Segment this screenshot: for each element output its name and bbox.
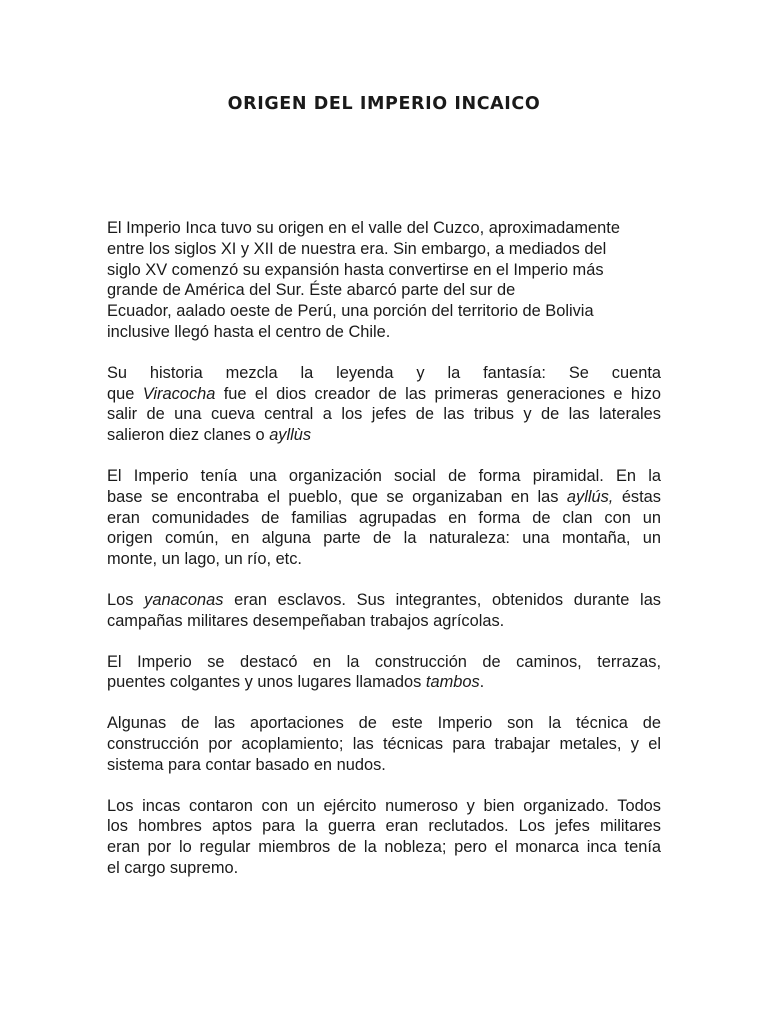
text-line: inclusive llegó hasta el centro de Chile. — [107, 322, 391, 341]
text-fragment: . — [479, 673, 485, 692]
text-fragment: base se encontraba el pueblo, que se organizaban en las — [107, 487, 567, 506]
text-fragment: fue el dios creador de las primeras generaciones e hizo — [215, 384, 661, 403]
text-line: sistema para contar basado en nudos. — [107, 755, 386, 774]
paragraph-3 — [107, 466, 661, 570]
italic-term: Viracocha — [142, 384, 216, 403]
paragraph-5 — [107, 652, 661, 694]
text-line: Su historia mezcla la leyenda y la fantasía: Se cuenta — [107, 363, 661, 382]
text-line: origen común, en alguna parte de la naturaleza: una montaña, un — [107, 529, 661, 548]
paragraph-6 — [107, 713, 661, 775]
text-line: los hombres aptos para la guerra eran reclutados. Los jefes militares — [107, 817, 661, 836]
text-line: campañas militares desempeñaban trabajos agrícolas. — [107, 611, 505, 630]
text-fragment: puentes colgantes y unos lugares llamados — [107, 673, 426, 692]
paragraph-1 — [107, 218, 661, 343]
italic-term: tambos — [425, 673, 480, 692]
text-fragment: salieron diez clanes o — [107, 426, 270, 445]
text-line: construcción por acoplamiento; las técnicas para trabajar metales, y el — [107, 734, 661, 753]
text-line — [107, 672, 661, 693]
text-line: El Imperio tenía una organización social de forma piramidal. En la — [107, 466, 661, 485]
text-line — [107, 487, 661, 508]
text-line: El Imperio Inca tuvo su origen en el valle del Cuzco, aproximadamente — [107, 219, 620, 237]
paragraph-4 — [107, 590, 661, 632]
text-fragment: eran esclavos. Sus integrantes, obtenidos durante las — [223, 590, 662, 609]
document-title: ORIGEN DEL IMPERIO INCAICO — [227, 94, 541, 114]
italic-term: ayllús, — [566, 487, 614, 506]
document-body — [107, 218, 661, 899]
text-line: eran por lo regular miembros de la nobleza; pero el monarca inca tenía — [107, 838, 661, 857]
text-line: siglo XV comenzó su expansión hasta convertirse en el Imperio más — [107, 260, 604, 279]
italic-term: yanaconas — [144, 590, 224, 609]
text-line: el cargo supremo. — [107, 858, 239, 877]
text-line — [107, 425, 661, 446]
text-line: salir de una cueva central a los jefes de las tribus y de las laterales — [107, 405, 661, 424]
text-line: El Imperio se destacó en la construcción de caminos, terrazas, — [107, 652, 661, 671]
paragraph-7 — [107, 796, 661, 879]
text-fragment: que — [107, 384, 143, 403]
paragraph-2 — [107, 363, 661, 446]
text-line: Algunas de las aportaciones de este Imperio son la técnica de — [107, 714, 661, 733]
text-line: monte, un lago, un río, etc. — [107, 550, 302, 569]
italic-term: ayllùs — [269, 426, 312, 445]
text-line: Ecuador, aalado oeste de Perú, una porción del territorio de Bolivia — [107, 302, 594, 321]
text-fragment: Los — [107, 590, 145, 609]
text-fragment: éstas — [613, 487, 661, 506]
text-line: eran comunidades de familias agrupadas en forma de clan con un — [107, 508, 661, 527]
text-line — [107, 590, 661, 611]
text-line: grande de América del Sur. Éste abarcó parte del sur de — [107, 281, 516, 300]
text-line: Los incas contaron con un ejército numeroso y bien organizado. Todos — [107, 796, 661, 815]
text-line — [107, 384, 661, 405]
text-line: entre los siglos XI y XII de nuestra era. Sin embargo, a mediados del — [107, 239, 607, 258]
